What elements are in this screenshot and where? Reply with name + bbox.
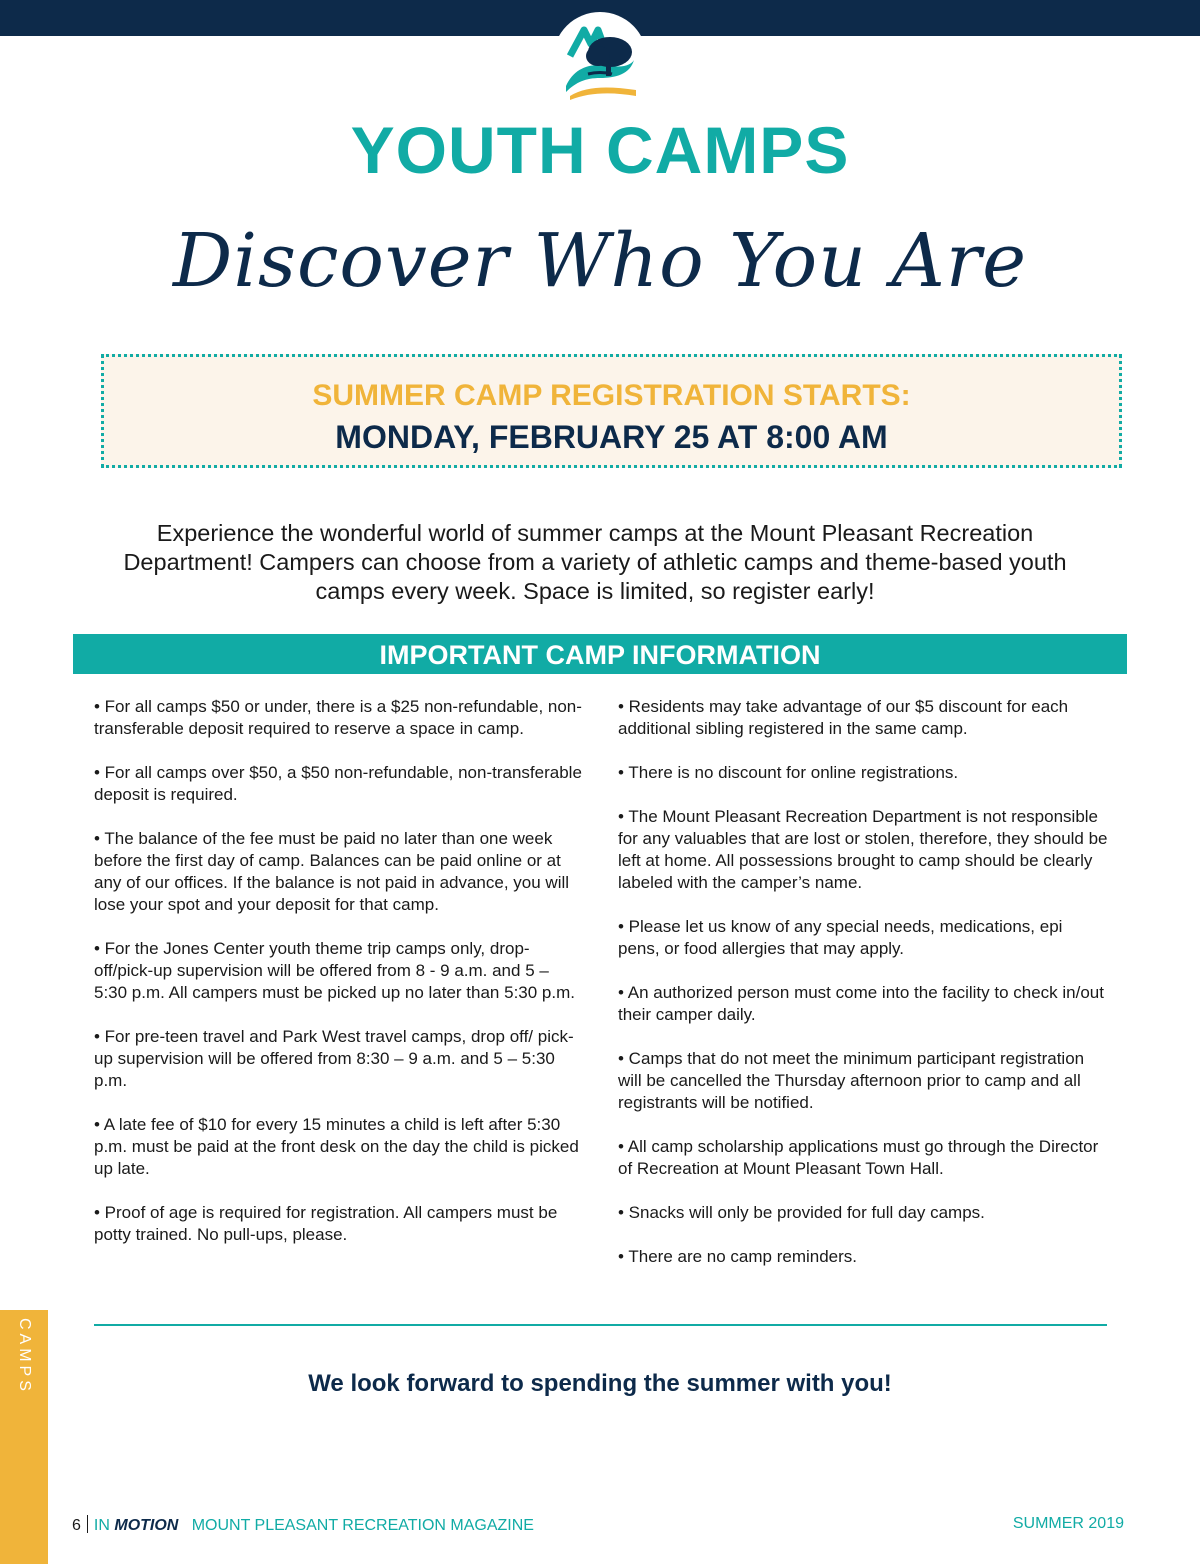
info-item: • Please let us know of any special needs, medications, epi pens, or food allergies that may apply. <box>618 917 1063 958</box>
magazine-name: MOUNT PLEASANT RECREATION MAGAZINE <box>191 1517 534 1534</box>
brand-in: IN <box>93 1517 110 1534</box>
info-item: • The Mount Pleasant Recreation Department is not responsible for any valuables that are lost or stolen, therefore, they should be left at home. All possessions brought to camp should be clearly labeled with the camper’s name. <box>618 807 1108 892</box>
brand-motion: MOTION <box>114 1517 179 1534</box>
section-side-label: CAMPS <box>16 1318 33 1395</box>
registration-box <box>101 354 1122 468</box>
info-item: • A late fee of $10 for every 15 minutes a child is left after 5:30 p.m. must be paid at the front desk on the day the child is picked up late. <box>94 1115 579 1178</box>
intro-paragraph: Experience the wonderful world of summer camps at the Mount Pleasant Recreation Department! Campers can choose from a variety of athletic camps and theme-based youth camps every week. Space is limited, so register early! <box>123 520 1067 604</box>
info-item: • There is no discount for online registrations. <box>618 763 959 782</box>
info-item: • All camp scholarship applications must go through the Director of Recreation at Mount Pleasant Town Hall. <box>618 1137 1099 1178</box>
registration-date: MONDAY, FEBRUARY 25 AT 8:00 AM <box>335 419 888 455</box>
info-column-left <box>94 696 586 1268</box>
issue-label: SUMMER 2019 <box>1012 1515 1124 1532</box>
tagline: Discover Who You Are <box>172 218 1028 304</box>
info-item: • For the Jones Center youth theme trip camps only, drop-off/pick-up supervision will be offered from 8 - 9 a.m. and 5 – 5:30 p.m. All campers must be picked up no later than 5:30 p.m. <box>94 939 575 1002</box>
info-item: • The balance of the fee must be paid no later than one week before the first day of camp. Balances can be paid online or at any of our offices. If the balance is not paid in advance, you will lose your spot and your deposit for that camp. <box>94 829 570 914</box>
registration-label: SUMMER CAMP REGISTRATION STARTS: <box>312 379 911 412</box>
page-title: YOUTH CAMPS <box>350 113 850 187</box>
info-item: • Residents may take advantage of our $5 discount for each additional sibling registered in the same camp. <box>618 697 1069 738</box>
info-item: • An authorized person must come into the facility to check in/out their camper daily. <box>618 983 1104 1024</box>
info-item: • For pre-teen travel and Park West travel camps, drop off/ pick-up supervision will be offered from 8:30 – 9 a.m. and 5 – 5:30 p.m. <box>94 1027 574 1090</box>
info-item: • There are no camp reminders. <box>618 1247 858 1266</box>
info-item: • Camps that do not meet the minimum participant registration will be cancelled the Thursday afternoon prior to camp and all registrants will be notified. <box>618 1049 1085 1112</box>
page-number: 6 <box>72 1517 81 1534</box>
info-column-right <box>618 696 1108 1290</box>
divider <box>94 1324 1107 1326</box>
footer-left <box>72 1515 534 1535</box>
info-item: • For all camps over $50, a $50 non-refundable, non-transferable deposit is required. <box>94 763 582 804</box>
section-heading: IMPORTANT CAMP INFORMATION <box>73 634 1127 674</box>
footer-separator <box>87 1515 88 1533</box>
info-item: • For all camps $50 or under, there is a $25 non-refundable, non-transferable deposit required to reserve a space in camp. <box>94 697 582 738</box>
mount-pleasant-recreation-logo-icon <box>560 16 640 100</box>
info-item: • Proof of age is required for registration. All campers must be potty trained. No pull-ups, please. <box>94 1203 558 1244</box>
info-item: • Snacks will only be provided for full day camps. <box>618 1203 985 1222</box>
logo-badge <box>553 12 647 106</box>
closing-message: We look forward to spending the summer with you! <box>308 1370 892 1397</box>
